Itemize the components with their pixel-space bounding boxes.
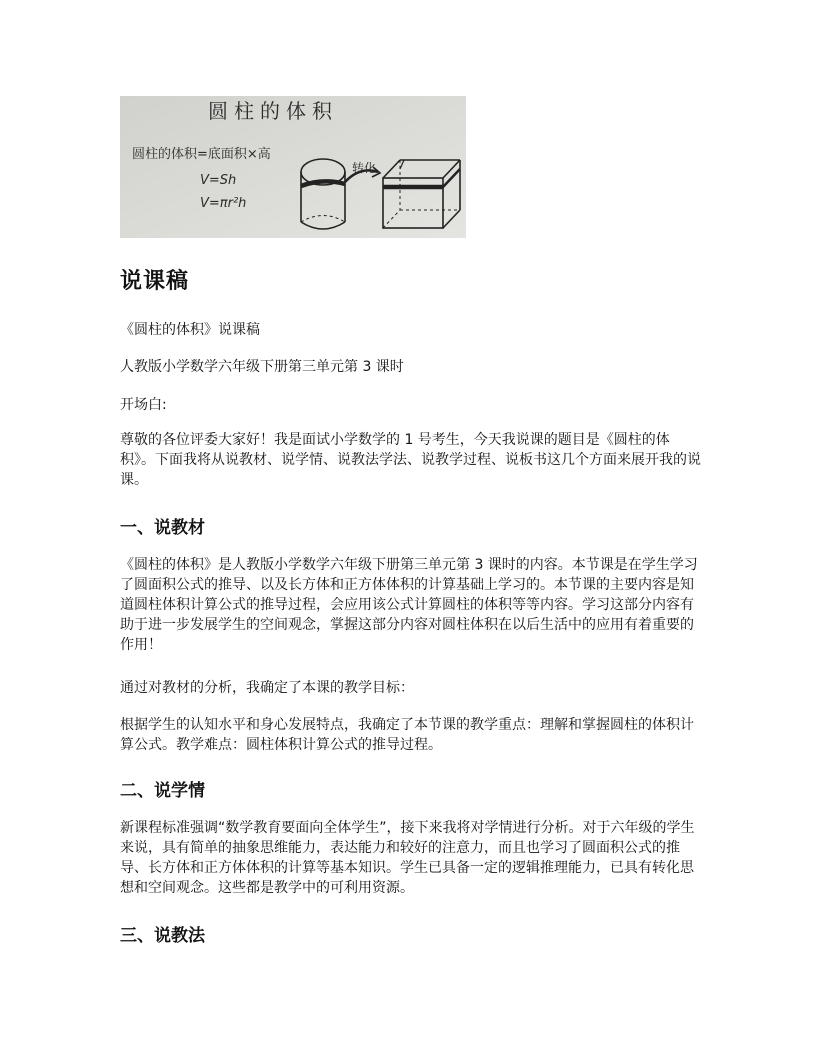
students-paragraph: 新课程标准强调“数学教育要面向全体学生”，接下来我将对学情进行分析。对于六年级的学生来说，具有简单的抽象思维能力，表达能力和较好的注意力，而且也学习了圆面积公式的推导、长方体和正方体体积的计算等基本知识。学生已具备一定的逻辑推理能力，已具有转化思想和空间观念。这些都是教学中的可利用资源。 xyxy=(120,820,695,896)
edition-line: 人教版小学数学六年级下册第三单元第 3 课时 xyxy=(120,359,404,375)
opening-paragraph: 尊敬的各位评委大家好！我是面试小学数学的 1 号考生，今天我说课的题目是《圆柱的体积》。下面我将从说教材、说学情、说教法学法、说教学过程、说板书这几个方面来展开我的说课。 xyxy=(120,432,701,488)
subtitle-line: 《圆柱的体积》说课稿 xyxy=(120,322,260,338)
formula-pi: V=πr²h xyxy=(200,196,247,211)
board-title: 圆柱的体积 xyxy=(208,99,338,123)
opening-label: 开场白: xyxy=(120,397,167,413)
formula-volume: 圆柱的体积=底面积×高 xyxy=(132,147,271,162)
goals-intro-paragraph: 通过对教材的分析，我确定了本课的教学目标： xyxy=(120,680,414,696)
section-heading-textbook: 一、说教材 xyxy=(120,518,205,538)
textbook-paragraph: 《圆柱的体积》是人教版小学数学六年级下册第三单元第 3 课时的内容。本节课是在学生学习了圆面积公式的推导、以及长方体和正方体体积的计算基础上学习的。本节课的主要内容是知道圆柱体积计算公式的推导过程，会应用该公式计算圆柱的体积等等内容。学习这部分内容有助于进一步发展学生的空间观念，掌握这部分内容对圆柱体积在以后生活中的应用有着重要的作用！ xyxy=(120,557,698,653)
arrow-label: 转化 xyxy=(352,161,377,175)
focus-difficulty-paragraph: 根据学生的认知水平和身心发展特点，我确定了本节课的教学重点：理解和掌握圆柱的体积计算公式。教学难点：圆柱体积计算公式的推导过程。 xyxy=(120,717,694,753)
section-heading-methods: 三、说教法 xyxy=(120,926,205,946)
blackboard-photo xyxy=(120,96,466,238)
formula-sh: V=Sh xyxy=(200,173,237,188)
document-title: 说课稿 xyxy=(120,269,190,294)
section-heading-students: 二、说学情 xyxy=(120,781,205,801)
